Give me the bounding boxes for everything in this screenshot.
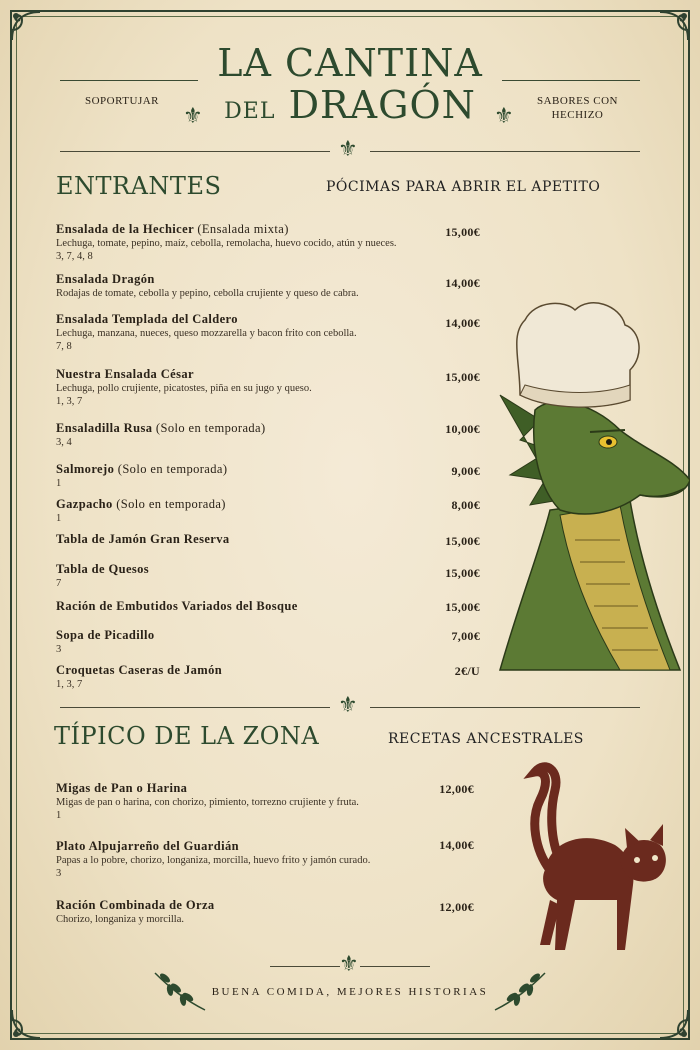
divider xyxy=(270,966,340,967)
item-price: 8,00€ xyxy=(451,498,480,512)
fleur-de-lis-icon: ⚜ xyxy=(183,103,203,128)
title-line-2 xyxy=(200,84,500,133)
item-name: Tabla de Jamón Gran Reserva xyxy=(56,532,230,546)
black-cat-illustration xyxy=(505,760,675,960)
item-description: Rodajas de tomate, cebolla y pepino, cebolla crujiente y queso de cabra. xyxy=(56,288,359,299)
item-name: Gazpacho xyxy=(56,497,113,511)
title-line-1: LA CANTINA xyxy=(217,41,483,85)
item-allergens: 1, 3, 7 xyxy=(56,679,83,690)
menu-item xyxy=(56,462,476,490)
footer-slogan: BUENA COMIDA, MEJORES HISTORIAS xyxy=(211,986,489,998)
corner-ornament-icon xyxy=(656,8,692,44)
divider xyxy=(360,966,430,967)
menu-item xyxy=(56,628,476,656)
item-price: 15,00€ xyxy=(445,370,480,384)
section-title-entrantes: ENTRANTES xyxy=(56,172,222,200)
section-subtitle-entrantes: PÓCIMAS PARA ABRIR EL APETITO xyxy=(326,179,601,195)
menu-item xyxy=(56,312,476,353)
menu-item xyxy=(56,781,476,822)
item-description: Migas de pan o harina, con chorizo, pimiento, torrezno crujiente y fruta. xyxy=(56,797,359,808)
item-allergens: 3, 7, 4, 8 xyxy=(56,251,93,262)
menu-item xyxy=(56,367,476,408)
item-name: Ensalada de la Hechicer xyxy=(56,222,194,236)
fleur-de-lis-icon: ⚜ xyxy=(339,951,359,976)
item-note: (Ensalada mixta) xyxy=(197,222,289,236)
item-note: (Solo en temporada) xyxy=(155,421,266,435)
item-description: Lechuga, pollo crujiente, picatostes, piña en su jugo y queso. xyxy=(56,383,312,394)
menu-item xyxy=(56,532,476,547)
menu-item xyxy=(56,663,476,691)
item-name: Nuestra Ensalada César xyxy=(56,367,194,381)
item-price: 14,00€ xyxy=(445,276,480,290)
item-name: Ración Combinada de Orza xyxy=(56,898,215,912)
item-name: Croquetas Caseras de Jamón xyxy=(56,663,223,677)
item-price: 12,00€ xyxy=(439,900,474,914)
item-note: (Solo en temporada) xyxy=(117,462,228,476)
divider xyxy=(60,151,330,152)
item-allergens: 7, 8 xyxy=(56,341,72,352)
item-allergens: 3 xyxy=(56,868,62,879)
item-description: Lechuga, manzana, nueces, queso mozzarella y bacon frito con cebolla. xyxy=(56,328,357,339)
item-name: Ensalada Dragón xyxy=(56,272,155,286)
divider xyxy=(60,707,330,708)
section-title-tipico: TÍPICO DE LA ZONA xyxy=(54,722,320,750)
item-price: 15,00€ xyxy=(445,600,480,614)
item-price: 14,00€ xyxy=(439,838,474,852)
item-name: Migas de Pan o Harina xyxy=(56,781,188,795)
item-description: Chorizo, longaniza y morcilla. xyxy=(56,914,185,925)
menu-item xyxy=(56,839,476,880)
item-allergens: 3, 4 xyxy=(56,437,72,448)
tagline-label: SABORES CON HECHIZO xyxy=(537,95,618,121)
item-name: Ensaladilla Rusa xyxy=(56,421,153,435)
header-divider-right xyxy=(502,80,640,81)
item-name: Salmorejo xyxy=(56,462,115,476)
corner-ornament-icon xyxy=(8,8,44,44)
corner-ornament-icon xyxy=(656,1006,692,1042)
dragon-chef-illustration xyxy=(480,300,690,680)
fleur-de-lis-icon: ⚜ xyxy=(338,692,358,717)
item-name: Ensalada Templada del Caldero xyxy=(56,312,238,326)
menu-item xyxy=(56,898,476,926)
item-name: Plato Alpujarreño del Guardián xyxy=(56,839,239,853)
item-price: 12,00€ xyxy=(439,782,474,796)
item-price: 15,00€ xyxy=(445,225,480,239)
section-subtitle-tipico: RECETAS ANCESTRALES xyxy=(388,731,584,747)
item-name: Ración de Embutidos Variados del Bosque xyxy=(56,599,298,613)
item-price: 15,00€ xyxy=(445,534,480,548)
item-allergens: 3 xyxy=(56,644,62,655)
item-description: Lechuga, tomate, pepino, maíz, cebolla, remolacha, huevo cocido, atún y nueces. xyxy=(56,238,397,249)
item-price: 2€/U xyxy=(454,664,480,678)
item-allergens: 7 xyxy=(56,578,62,589)
item-price: 14,00€ xyxy=(445,316,480,330)
location-label: SOPORTUJAR xyxy=(84,95,160,107)
item-allergens: 1 xyxy=(56,513,62,524)
menu-item xyxy=(56,272,476,300)
item-name: Sopa de Picadillo xyxy=(56,628,155,642)
restaurant-title xyxy=(200,42,500,133)
item-description: Papas a lo pobre, chorizo, longaniza, morcilla, huevo frito y jamón curado. xyxy=(56,855,371,866)
item-allergens: 1 xyxy=(56,810,62,821)
corner-ornament-icon xyxy=(8,1006,44,1042)
item-name: Tabla de Quesos xyxy=(56,562,150,576)
menu-item xyxy=(56,562,476,590)
item-allergens: 1, 3, 7 xyxy=(56,396,83,407)
menu-item xyxy=(56,421,476,449)
item-note: (Solo en temporada) xyxy=(116,497,226,511)
fleur-de-lis-icon: ⚜ xyxy=(494,103,514,128)
menu-item xyxy=(56,222,476,263)
item-price: 15,00€ xyxy=(445,566,480,580)
fleur-de-lis-icon: ⚜ xyxy=(338,136,358,161)
item-price: 10,00€ xyxy=(445,422,480,436)
title-prefix: DEL xyxy=(224,99,276,124)
item-price: 9,00€ xyxy=(451,464,480,478)
menu-item xyxy=(56,497,476,525)
item-price: 7,00€ xyxy=(451,629,480,643)
item-allergens: 1 xyxy=(56,478,62,489)
divider xyxy=(370,707,640,708)
divider xyxy=(370,151,640,152)
menu-item xyxy=(56,599,476,614)
header-divider-left xyxy=(60,80,198,81)
title-main: DRAGÓN xyxy=(288,83,476,127)
